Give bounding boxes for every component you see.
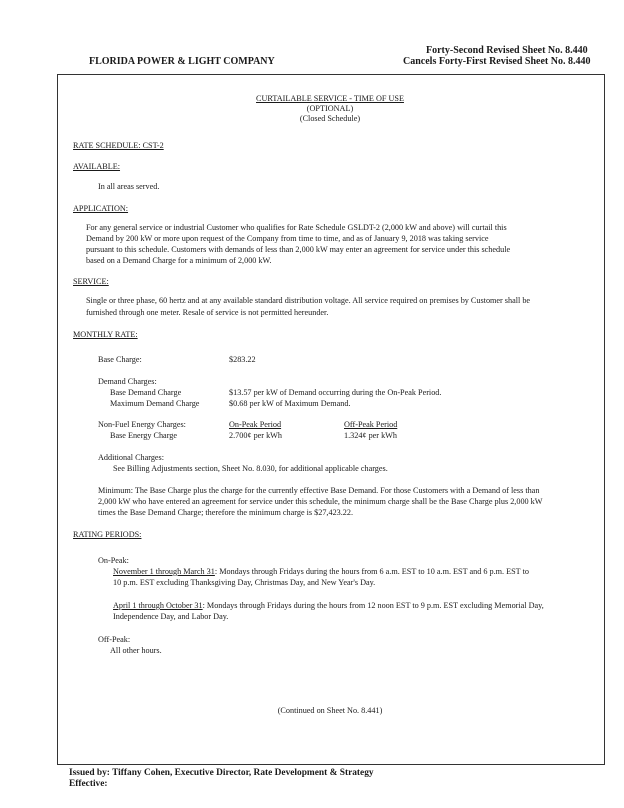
base-energy-label: Base Energy Charge: [110, 431, 177, 440]
schedule-title: CURTAILABLE SERVICE - TIME OF USE: [256, 94, 404, 103]
rating-periods-heading: RATING PERIODS:: [73, 530, 142, 539]
available-text: In all areas served.: [98, 182, 160, 191]
monthly-rate-heading: MONTHLY RATE:: [73, 330, 138, 339]
on-peak-value: 2.700¢ per kWh: [229, 431, 282, 440]
additional-charges-heading: Additional Charges:: [98, 453, 165, 462]
base-demand-value: $13.57 per kW of Demand occurring during the On-Peak Period.: [229, 388, 442, 397]
winter-period-hours: : Mondays through Fridays during the hours from 6 a.m. EST to 10 a.m. EST and 6 p.m. EST to: [214, 567, 529, 576]
service-line: Single or three phase, 60 hertz and at any available standard distribution voltage. All service required on premises by Customer shall be: [86, 296, 531, 305]
minimum-line: 2,000 kW who have entered an agreement for service under this schedule, the minimum charge shall be the Base Charge plus 2,000 kW: [98, 497, 543, 506]
application-heading: APPLICATION:: [73, 204, 129, 213]
demand-charges-heading: Demand Charges:: [98, 377, 157, 386]
additional-charges-text: See Billing Adjustments section, Sheet No. 8.030, for additional applicable charges.: [113, 464, 388, 473]
schedule-optional: (OPTIONAL): [306, 104, 354, 113]
minimum-line: times the Base Demand Charge; therefore the minimum charge is $27,423.22.: [98, 508, 354, 517]
winter-exclusions: 10 p.m. EST excluding Thanksgiving Day, Christmas Day, and New Year's Day.: [113, 578, 376, 587]
summer-period-dates: April 1 through October 31: [113, 601, 203, 610]
issued-by: Issued by: Tiffany Cohen, Executive Director, Rate Development & Strategy: [69, 768, 374, 778]
application-line: For any general service or industrial Customer who qualifies for Rate Schedule GSLDT-2 (2,000 kW and above) will curtail this: [86, 223, 507, 232]
summer-period-hours: : Mondays through Fridays during the hours from 12 noon EST to 9 p.m. EST excluding Memorial Day,: [202, 601, 544, 610]
off-peak-value: 1.324¢ per kWh: [344, 431, 397, 440]
application-line: pursuant to this schedule. Customers with demands of less than 2,000 kW may enter an agreement for service under this schedule: [86, 245, 511, 254]
on-peak-label: On-Peak:: [98, 556, 129, 565]
winter-on-peak-line: [113, 566, 529, 578]
base-demand-label: Base Demand Charge: [110, 388, 182, 397]
summer-on-peak-line: [113, 600, 544, 612]
max-demand-value: $0.68 per kW of Maximum Demand.: [229, 399, 351, 408]
max-demand-label: Maximum Demand Charge: [110, 399, 200, 408]
service-line: furnished through one meter. Resale of service is not permitted hereunder.: [86, 308, 329, 317]
company-name: FLORIDA POWER & LIGHT COMPANY: [89, 56, 275, 67]
cancels-sheet: Cancels Forty-First Revised Sheet No. 8.440: [403, 56, 591, 67]
minimum-line: Minimum: The Base Charge plus the charge for the currently effective Base Demand. For those Customers with a Demand of less than: [98, 486, 540, 495]
off-peak-header: Off-Peak Period: [344, 420, 398, 429]
winter-period-dates: November 1 through March 31: [113, 567, 215, 576]
continued-note: (Continued on Sheet No. 8.441): [277, 706, 383, 715]
rate-schedule-heading: RATE SCHEDULE: CST-2: [73, 141, 164, 150]
sheet-number: Forty-Second Revised Sheet No. 8.440: [426, 45, 588, 56]
on-peak-header: On-Peak Period: [229, 420, 282, 429]
service-heading: SERVICE:: [73, 277, 109, 286]
off-peak-text: All other hours.: [110, 646, 162, 655]
summer-exclusions: Independence Day, and Labor Day.: [113, 612, 229, 621]
base-charge-value: $283.22: [229, 355, 256, 364]
available-heading: AVAILABLE:: [73, 162, 121, 171]
application-line: Demand by 200 kW or more upon request of the Company from time to time, and as of January 9, 2018 was taking service: [86, 234, 489, 243]
effective-date: Effective:: [69, 779, 108, 789]
nonfuel-energy-label: Non-Fuel Energy Charges:: [98, 420, 186, 429]
schedule-closed: (Closed Schedule): [299, 114, 361, 123]
base-charge-label: Base Charge:: [98, 355, 142, 364]
off-peak-label: Off-Peak:: [98, 635, 131, 644]
application-line: based on a Demand Charge for a minimum of 2,000 kW.: [86, 256, 272, 265]
